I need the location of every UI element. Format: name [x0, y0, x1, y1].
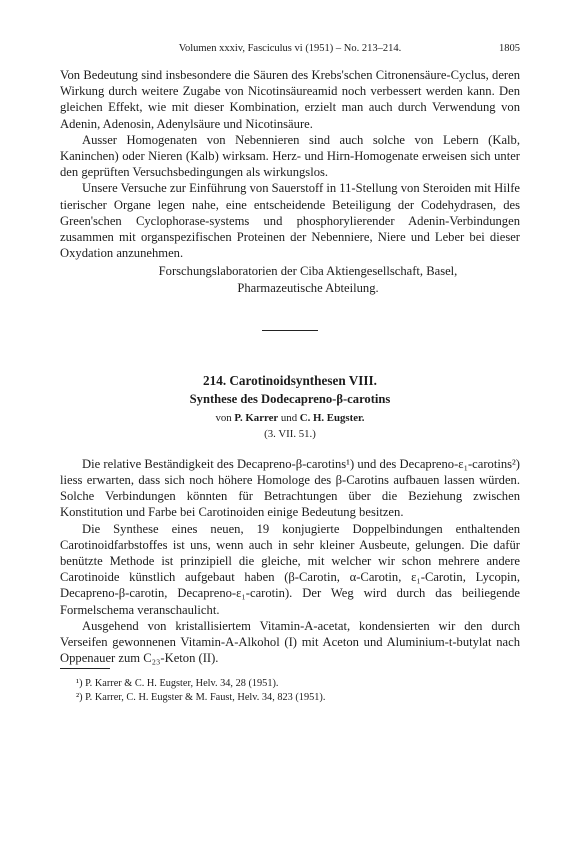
affiliation-line-2: Pharmazeutische Abteilung.: [237, 280, 379, 295]
prev-paragraph-2: Ausser Homogenaten von Nebennieren sind auch solche von Lebern (Kalb, Kaninchen) oder Nieren (Kalb) wirksam. Herz- und Hirn-Homogenate erweisen sich unter den geprüften Versuchsbedingungen als wirkungslos.: [60, 132, 520, 180]
prev-paragraph-3: Unsere Versuche zur Einführung von Sauerstoff in 11-Stellung von Steroiden mit Hilfe tierischer Organe legen nahe, eine entscheidende Beteiligung der Codehydrasen, des Green'schen Cyclophorase-systems und phosphorylierender Adenin-Verbindungen zusammen mit organspezifischen Proteinen der Nebenniere, Niere und Leber bei dieser Oxydation anzunehmen.: [60, 181, 521, 261]
article-title: 214. Carotinoidsynthesen VIII.: [203, 372, 377, 388]
byline-and: und: [280, 411, 298, 424]
byline: [60, 410, 520, 427]
running-title: Volumen xxxiv, Fasciculus vi (1951) – No. 213–214.: [178, 43, 402, 54]
footnote-rule: [60, 668, 110, 673]
affiliation-line-1: Forschungslaboratorien der Ciba Aktiengesellschaft, Basel,: [158, 264, 458, 279]
article-paragraph-1: Die relative Beständigkeit des Decapreno-β-carotins¹) und des Decapreno-ε₁-carotins²) liess erwarten, dass sich noch höhere Homologe des β-Carotins aufbauen lassen würden. Solche Verbindungen könnten für Betrachtungen über die Beziehung zwischen Konstitution und Farbe bei Carotinoiden einige Bedeutung besitzen.: [60, 456, 520, 520]
footnotes: [60, 677, 520, 704]
article-paragraph-2: Die Synthese eines neuen, 19 konjugierte Doppelbindungen enthaltenden Carotinoidfarbstoffes ist uns, wenn auch in sehr kleiner Ausbeute, gelungen. Die dafür benützte Methode ist prinzipiell die gleiche, mit welcher wir schon mehrere andere Carotinoide künstlich aufgebaut haben (β-Carotin, α-Carotin, ε₁-Carotin, Lycopin, Decapreno-β-carotin, Decapreno-ε₁-carotin). Der Weg wird durch das beiliegende Formelschema veranschaulicht.: [60, 521, 520, 617]
byline-prefix: von: [215, 411, 232, 424]
footnote-2: ²) P. Karrer, C. H. Eugster & M. Faust, Helv. 34, 823 (1951).: [76, 692, 326, 704]
page-body: [60, 67, 520, 705]
article-subtitle: Synthese des Dodecapreno-β-carotins: [189, 391, 391, 406]
page-number: 1805: [499, 43, 520, 54]
author-1: P. Karrer: [234, 411, 279, 424]
footnote-1: ¹) P. Karrer & C. H. Eugster, Helv. 34, 28 (1951).: [76, 678, 279, 690]
affiliation: [118, 263, 498, 295]
section-divider: [262, 330, 318, 331]
article-paragraph-3: Ausgehend von kristallisiertem Vitamin-A-acetat, kondensierten wir den durch Verseifen gewonnenen Vitamin-A-Alkohol (I) mit Aceton und Aluminium-t-butylat nach Oppenauer zum C₂₃-Keton (II).: [60, 618, 520, 666]
prev-paragraph-1: Von Bedeutung sind insbesondere die Säuren des Krebs'schen Citronensäure-Cyclus, deren Wirkung durch weitere Zugabe von Nicotinsäureamid noch verbessert werden kann. Den gleichen Effekt, wie mit dieser Kombination, erzielt man auch durch Verwendung von Adenin, Adenosin, Adenylsäure und Nicotinsäure.: [60, 68, 520, 131]
received-date: (3. VII. 51.): [264, 427, 316, 440]
author-2: C. H. Eugster.: [299, 411, 365, 424]
